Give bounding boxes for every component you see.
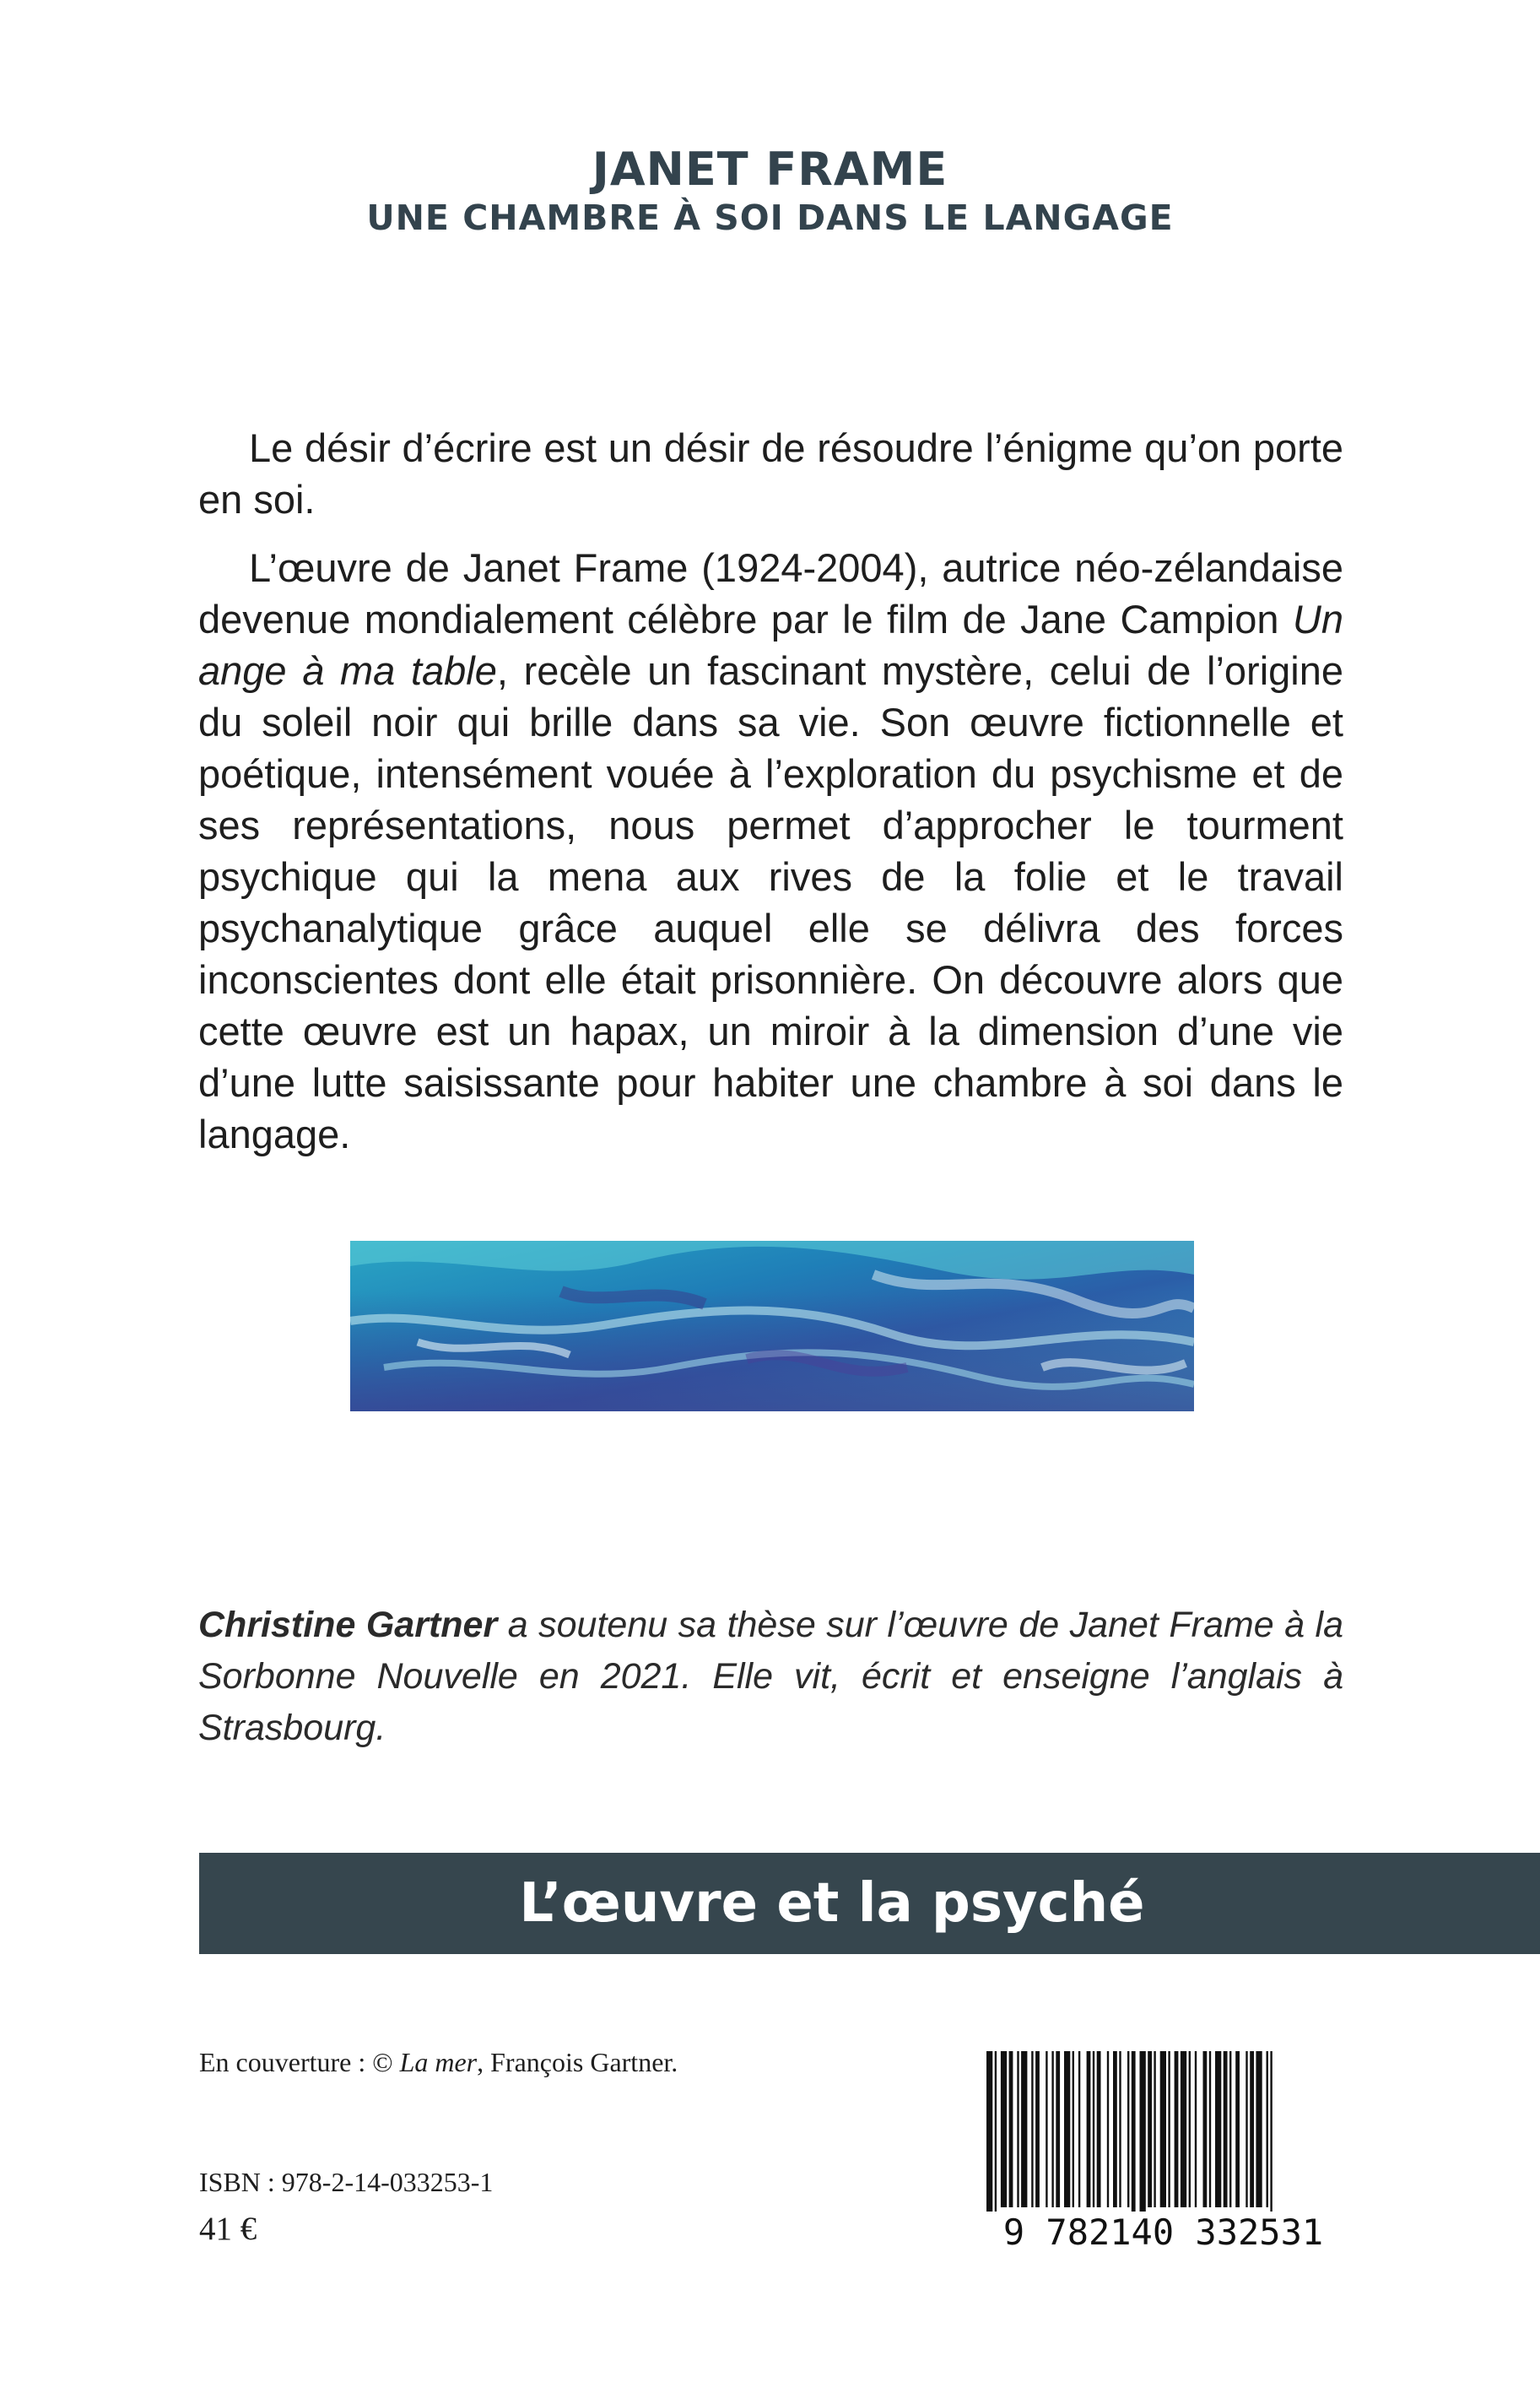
barcode-bar bbox=[1168, 2051, 1170, 2207]
barcode-bar bbox=[1097, 2051, 1101, 2207]
barcode-bar bbox=[1215, 2051, 1221, 2207]
barcode-digits: 9 782140 332531 bbox=[979, 2212, 1348, 2254]
barcode-bar bbox=[1209, 2051, 1211, 2207]
barcode-bar bbox=[1035, 2051, 1040, 2207]
barcode-bar bbox=[1175, 2051, 1179, 2207]
barcode-bar bbox=[1203, 2051, 1208, 2207]
barcode-bar bbox=[1160, 2051, 1166, 2207]
barcode-bar bbox=[1154, 2051, 1155, 2207]
barcode-bar bbox=[1235, 2051, 1240, 2207]
barcode-bar bbox=[1256, 2051, 1262, 2207]
barcode-bar bbox=[1051, 2051, 1053, 2207]
summary-paragraph-2 bbox=[198, 542, 1343, 1160]
barcode-bar bbox=[1127, 2051, 1129, 2207]
barcode-bar bbox=[1250, 2051, 1254, 2207]
barcode-bar bbox=[1073, 2051, 1074, 2207]
sea-painting-image bbox=[350, 1241, 1194, 1411]
barcode-bar bbox=[1229, 2051, 1231, 2207]
author-bio-text: a soutenu sa thèse sur l’œuvre de Janet Frame à la Sorbonne Nouvelle en 2021. Elle vit, écrit et enseigne l’anglais à Strasbourg. bbox=[198, 1605, 1343, 1748]
cover-credit-prefix: En couverture : © bbox=[199, 2047, 400, 2077]
barcode-bar bbox=[1246, 2051, 1247, 2207]
barcode-bar bbox=[1119, 2051, 1121, 2207]
summary-paragraph-2-rest: , recèle un fascinant mystère, celui de l’origine du soleil noir qui brille dans sa vie. Son œuvre fictionnelle et poétique, intensément vouée à l’exploration du psychisme et de ses représentations, nous permet d’approcher le tourment psychique qui la mena aux rives de la folie et le travail psychanalytique grâce auquel elle se délivra des forces inconscientes dont elle était prisonnière. On découvre alors que cette œuvre est un hapax, un miroir à la dimension d’une vie d’une lutte saisissante pour habiter une chambre à soi dans le langage. bbox=[198, 648, 1343, 1156]
cover-painting-strip bbox=[350, 1241, 1194, 1411]
barcode-bar bbox=[1017, 2051, 1019, 2207]
summary-paragraph-1 bbox=[198, 422, 1343, 525]
barcode-bar bbox=[1181, 2051, 1186, 2207]
back-cover-summary bbox=[198, 422, 1343, 1177]
barcode-bar bbox=[1093, 2051, 1094, 2207]
barcode-bar bbox=[1078, 2051, 1080, 2207]
summary-paragraph-1-text: Le désir d’écrire est un désir de résoudre l’énigme qu’on porte en soi. bbox=[198, 425, 1343, 522]
barcode-bar bbox=[1224, 2051, 1228, 2207]
price: 41 € bbox=[199, 2211, 257, 2247]
barcode-bar bbox=[1195, 2051, 1197, 2207]
isbn: ISBN : 978-2-14-033253-1 bbox=[199, 2167, 494, 2197]
barcode-bar bbox=[1087, 2051, 1091, 2207]
book-title: JANET FRAME bbox=[592, 143, 948, 196]
film-title: Un ange à ma table bbox=[198, 597, 1343, 693]
book-subtitle: UNE CHAMBRE À SOI DANS LE LANGAGE bbox=[366, 198, 1174, 238]
barcode-bar bbox=[1031, 2051, 1033, 2207]
author-name: Christine Gartner bbox=[198, 1605, 498, 1645]
cover-credit-artist: , François Gartner. bbox=[477, 2047, 678, 2077]
barcode-bar bbox=[1267, 2051, 1268, 2207]
cover-artwork-title: La mer bbox=[399, 2047, 478, 2077]
barcode-bar bbox=[1046, 2051, 1047, 2207]
barcode-bar bbox=[1113, 2051, 1117, 2207]
author-bio bbox=[198, 1600, 1343, 1754]
book-title-block bbox=[0, 143, 1540, 240]
series-name: L’œuvre et la psyché bbox=[519, 1872, 1145, 1935]
barcode-bar bbox=[1001, 2051, 1007, 2207]
summary-paragraph-2-lead: L’œuvre de Janet Frame (1924-2004), autrice néo-zélandaise devenue mondialement célèbre par le film de Jane Campion bbox=[198, 545, 1343, 642]
barcode-bar bbox=[1056, 2051, 1060, 2207]
cover-credit bbox=[199, 2047, 678, 2078]
barcode-bar bbox=[1021, 2051, 1027, 2207]
barcode-bar bbox=[1189, 2051, 1191, 2207]
barcode-bar bbox=[1064, 2051, 1070, 2207]
barcode-bar bbox=[1148, 2051, 1152, 2207]
barcode-bar bbox=[1009, 2051, 1013, 2207]
barcode-bar bbox=[1107, 2051, 1109, 2207]
